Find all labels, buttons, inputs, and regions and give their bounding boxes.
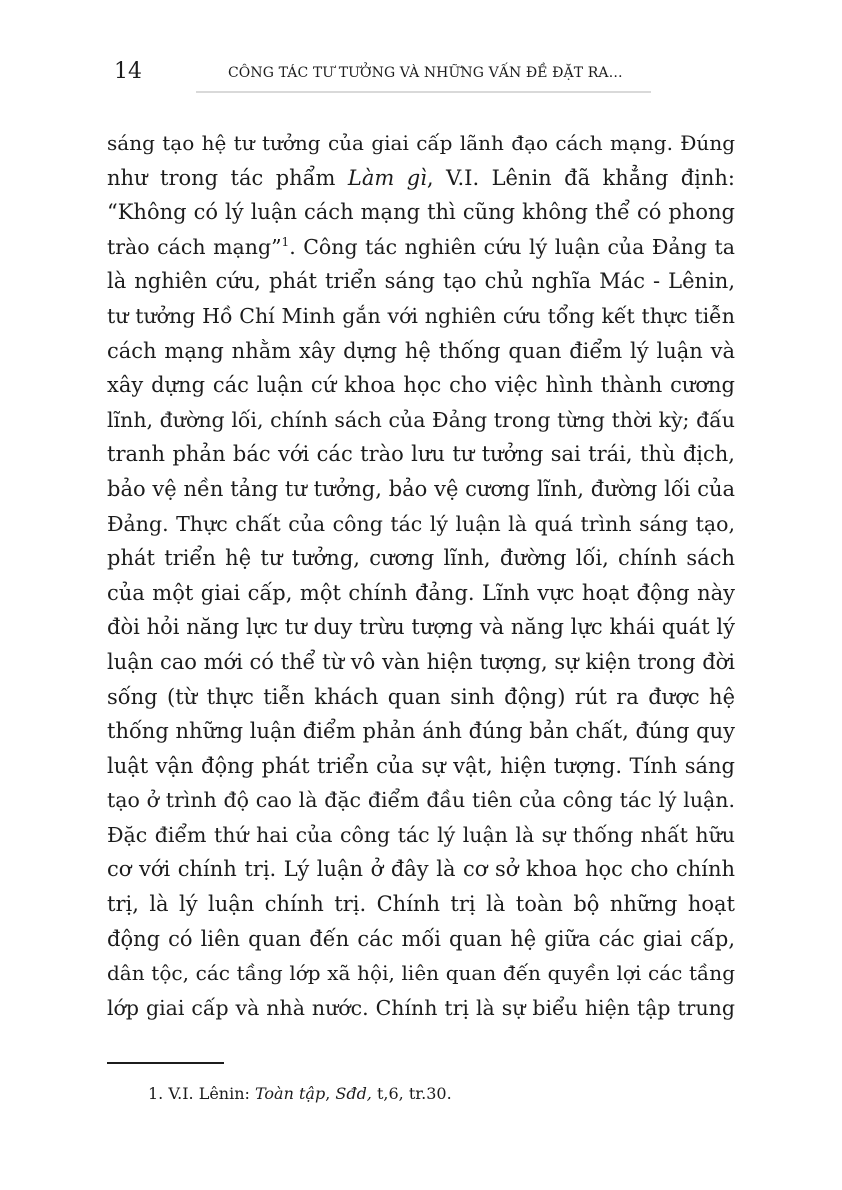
text-line: lĩnh, đường lối, chính sách của Đảng trong từng thời kỳ; đấu xyxy=(107,407,735,432)
text-line: bảo vệ nền tảng tư tưởng, bảo vệ cương lĩnh, đường lối của xyxy=(107,476,735,501)
book-title: Làm gì xyxy=(347,165,427,190)
text-line: cơ với chính trị. Lý luận ở đây là cơ sở khoa học cho chính xyxy=(107,857,735,882)
text-line: Đặc điểm thứ hai của công tác lý luận là sự thống nhất hữu xyxy=(107,822,735,847)
text-line: trào cách mạng”$^1$. Công tác nghiên cứu lý luận của Đảng ta xyxy=(107,234,735,259)
footnote-reference[interactable]: 1 xyxy=(281,234,290,249)
footnote-rule xyxy=(107,1062,224,1064)
text-line: của một giai cấp, một chính đảng. Lĩnh vực hoạt động này xyxy=(107,580,735,605)
text-line: “Không có lý luận cách mạng thì cũng không thể có phong xyxy=(107,200,735,225)
text-line: phát triển hệ tư tưởng, cương lĩnh, đường lối, chính sách xyxy=(107,546,735,571)
text-line: lớp giai cấp và nhà nước. Chính trị là sự biểu hiện tập trung xyxy=(107,995,735,1020)
footnote: 1. V.I. Lênin: Toàn tập, Sđd, t,6, tr.30. xyxy=(148,1084,452,1103)
text-line: đòi hỏi năng lực tư duy trừu tượng và năng lực khái quát lý xyxy=(107,615,735,640)
text-line: luận cao mới có thể từ vô vàn hiện tượng, sự kiện trong đời xyxy=(107,649,735,674)
text-line: sống (từ thực tiễn khách quan sinh động) rút ra được hệ xyxy=(107,684,735,709)
text-line: tranh phản bác với các trào lưu tư tưởng sai trái, thù địch, xyxy=(107,442,735,467)
text-line: xây dựng các luận cứ khoa học cho việc hình thành cương xyxy=(107,373,735,398)
text-line: thống những luận điểm phản ánh đúng bản chất, đúng quy xyxy=(107,719,735,744)
running-head: CÔNG TÁC TƯ TƯỞNG VÀ NHỮNG VẤN ĐỀ ĐẶT RA… xyxy=(228,65,623,81)
text-line: Đảng. Thực chất của công tác lý luận là quá trình sáng tạo, xyxy=(107,511,735,536)
footnote-sdd: Sđd, xyxy=(335,1084,372,1103)
footnote-number: 1. xyxy=(148,1084,164,1103)
text-line: trị, là lý luận chính trị. Chính trị là toàn bộ những hoạt xyxy=(107,892,735,917)
text-line: tạo ở trình độ cao là đặc điểm đầu tiên của công tác lý luận. xyxy=(107,788,735,813)
text-line: là nghiên cứu, phát triển sáng tạo chủ nghĩa Mác - Lênin, xyxy=(107,269,735,294)
text-line: dân tộc, các tầng lớp xã hội, liên quan đến quyền lợi các tầng xyxy=(107,961,735,986)
text-line: như trong tác phẩm Làm gì, V.I. Lênin đã khẳng định: xyxy=(107,165,735,190)
text-line: cách mạng nhằm xây dựng hệ thống quan điểm lý luận và xyxy=(107,338,735,363)
footnote-work-title: Toàn tập xyxy=(254,1084,326,1103)
text-line: tư tưởng Hồ Chí Minh gắn với nghiên cứu tổng kết thực tiễn xyxy=(107,303,735,328)
body-text xyxy=(107,126,735,1025)
page-number: 14 xyxy=(114,59,142,84)
text-line: luật vận động phát triển của sự vật, hiện tượng. Tính sáng xyxy=(107,753,735,778)
text-line: sáng tạo hệ tư tưởng của giai cấp lãnh đạo cách mạng. Đúng xyxy=(107,131,735,155)
text-line: động có liên quan đến các mối quan hệ giữa các giai cấp, xyxy=(107,926,735,951)
header-rule xyxy=(196,91,651,93)
